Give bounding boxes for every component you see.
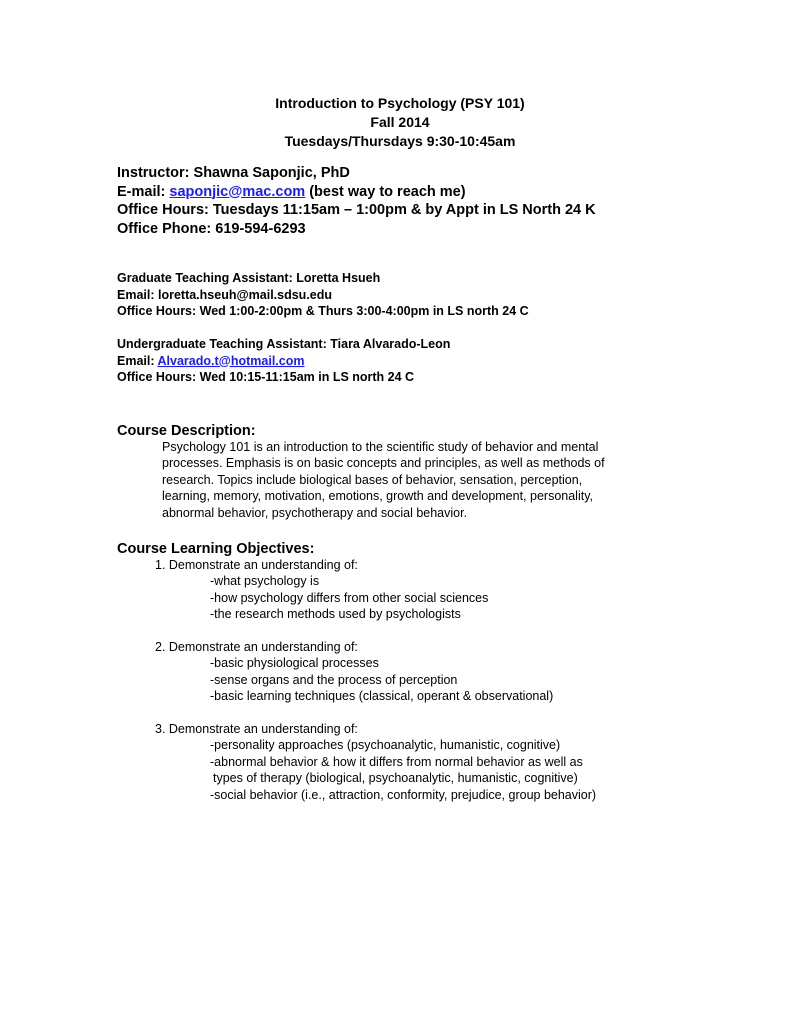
instructor-email-link[interactable]: saponjic@mac.com: [169, 183, 306, 200]
course-term: Fall 2014: [370, 114, 430, 130]
objective-title: 3. Demonstrate an understanding of:: [155, 722, 358, 737]
course-schedule: Tuesdays/Thursdays 9:30-10:45am: [284, 133, 516, 149]
undergrad-ta-email-label: Email:: [117, 353, 158, 368]
description-line: research. Topics include biological bases of behavior, sensation, perception,: [162, 472, 583, 487]
grad-ta-email: Email: loretta.hseuh@mail.sdsu.edu: [117, 287, 333, 302]
objective-item: -basic learning techniques (classical, operant & observational): [210, 689, 554, 704]
objective-title: 1. Demonstrate an understanding of:: [155, 558, 358, 572]
instructor-email-label: E-mail:: [117, 183, 170, 200]
learning-objectives-list: [0, 557, 596, 819]
undergraduate-ta-info: [117, 336, 450, 386]
graduate-ta-info: [117, 270, 529, 320]
objective-group-3: [0, 721, 596, 803]
title-block: [0, 94, 791, 151]
objective-title: 2. Demonstrate an understanding of:: [155, 640, 358, 655]
learning-objectives-heading: Course Learning Objectives:: [117, 541, 315, 557]
objective-item: -personality approaches (psychoanalytic, humanistic, cognitive): [210, 738, 561, 753]
undergrad-ta-email-link[interactable]: Alvarado.t@hotmail.com: [157, 353, 305, 368]
objective-group-2: [0, 639, 596, 705]
grad-ta-office-hours: Office Hours: Wed 1:00-2:00pm & Thurs 3:00-4:00pm in LS north 24 C: [117, 304, 529, 318]
undergrad-ta-office-hours: Office Hours: Wed 10:15-11:15am in LS north 24 C: [117, 370, 415, 384]
description-line: Psychology 101 is an introduction to the scientific study of behavior and mental: [162, 440, 599, 454]
course-description-body: [162, 439, 662, 521]
undergrad-ta-email-line: [117, 353, 450, 370]
objective-group-1: [0, 557, 596, 623]
objective-item: -the research methods used by psychologists: [210, 607, 461, 622]
instructor-office-phone: Office Phone: 619-594-6293: [117, 220, 306, 237]
instructor-office-hours: Office Hours: Tuesdays 11:15am – 1:00pm & by Appt in LS North 24 K: [117, 202, 596, 218]
grad-ta-name: Graduate Teaching Assistant: Loretta Hsueh: [117, 271, 381, 285]
objective-item: -sense organs and the process of perception: [210, 672, 458, 687]
objective-item: types of therapy (biological, psychoanalytic, humanistic, cognitive): [213, 771, 578, 786]
instructor-name: Instructor: Shawna Saponjic, PhD: [117, 165, 350, 181]
objective-item: -abnormal behavior & how it differs from normal behavior as well as: [210, 754, 583, 769]
description-line: abnormal behavior, psychotherapy and social behavior.: [162, 505, 468, 520]
description-line: processes. Emphasis is on basic concepts and principles, as well as methods of: [162, 456, 605, 471]
course-description-heading: Course Description:: [117, 423, 256, 439]
course-title: Introduction to Psychology (PSY 101): [275, 95, 525, 111]
objective-item: -how psychology differs from other social sciences: [210, 590, 489, 605]
instructor-email-line: [117, 183, 596, 202]
description-line: learning, memory, motivation, emotions, growth and development, personality,: [162, 489, 593, 504]
objective-item: -social behavior (i.e., attraction, conformity, prejudice, group behavior): [210, 787, 597, 802]
objective-item: -what psychology is: [210, 574, 320, 589]
instructor-email-note: (best way to reach me): [305, 183, 466, 200]
undergrad-ta-name: Undergraduate Teaching Assistant: Tiara Alvarado-Leon: [117, 337, 451, 351]
instructor-info: [117, 164, 596, 238]
objective-item: -basic physiological processes: [210, 656, 379, 671]
